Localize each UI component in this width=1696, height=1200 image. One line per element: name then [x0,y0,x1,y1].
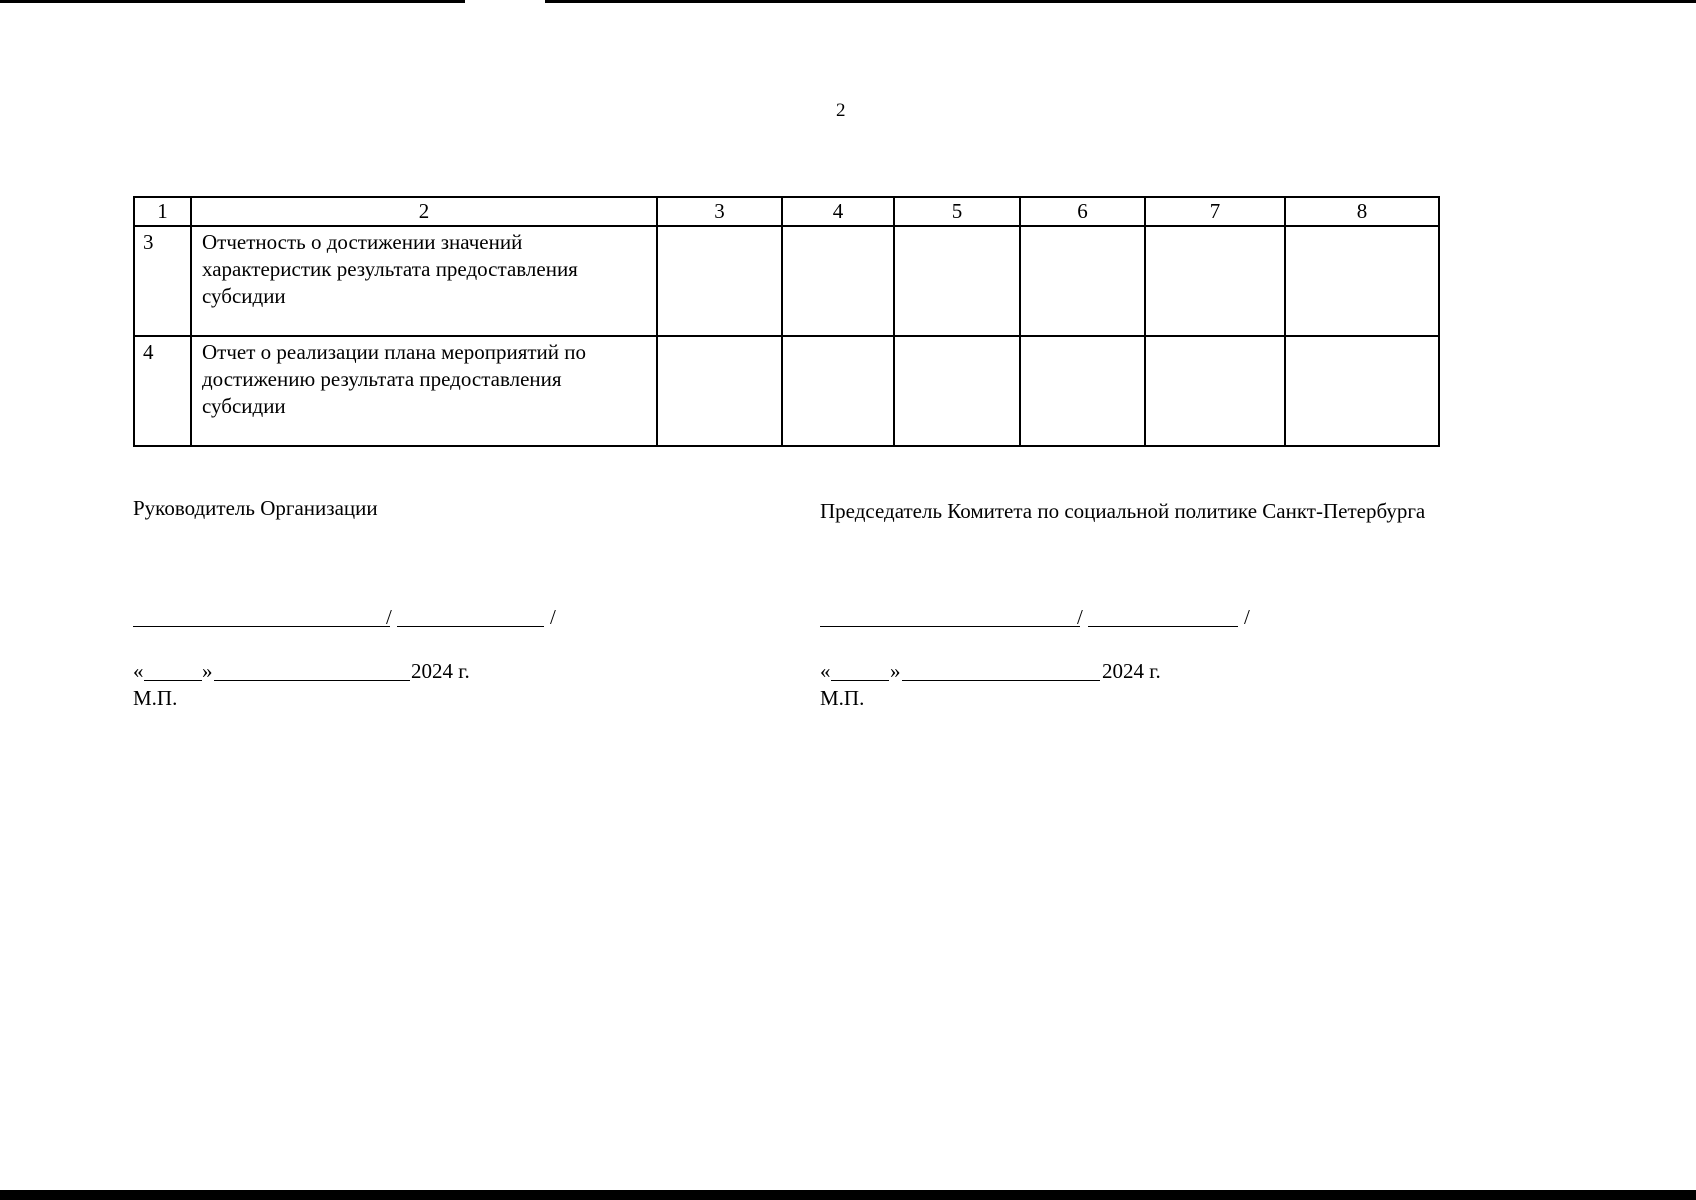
row-description-line: субсидии [202,284,286,308]
empty-cell [657,226,782,336]
row-description-line: достижению результата предоставления [202,367,562,391]
signatory-title: Руководитель Организации [133,496,378,520]
stamp-place: М.П. [820,686,865,710]
row-number: 3 [134,226,191,336]
empty-cell [1145,336,1285,446]
row-description [191,336,657,446]
empty-cell [1145,226,1285,336]
column-header: 4 [782,197,894,226]
empty-cell [1285,336,1439,446]
date-quote-open: « [820,659,831,683]
empty-cell [894,336,1020,446]
table-header-row [134,197,1439,226]
empty-cell [894,226,1020,336]
row-description-line: характеристик результата предоставления [202,257,578,281]
column-header: 5 [894,197,1020,226]
name-line [1088,626,1238,627]
empty-cell [1020,336,1145,446]
signature-line [133,626,390,627]
row-description-line: Отчетность о достижении значений [202,230,523,254]
empty-cell [782,336,894,446]
table-row [134,336,1439,446]
scan-edge-top [0,0,1696,3]
column-header: 3 [657,197,782,226]
signature-slash: / [386,605,392,629]
table-row [134,226,1439,336]
signature-slash: / [1077,605,1083,629]
date-year: 2024 г. [411,659,470,683]
column-header: 1 [134,197,191,226]
stamp-place: М.П. [133,686,178,710]
row-description [191,226,657,336]
empty-cell [782,226,894,336]
row-description-line: субсидии [202,394,286,418]
row-description-line: Отчет о реализации плана мероприятий по [202,340,587,364]
date-quote-close: » [202,659,213,683]
column-header: 6 [1020,197,1145,226]
empty-cell [1285,226,1439,336]
month-line [214,680,410,681]
date-year: 2024 г. [1102,659,1161,683]
month-line [902,680,1100,681]
signature-slash: / [550,605,556,629]
date-quote-open: « [133,659,144,683]
empty-cell [657,336,782,446]
column-header: 2 [191,197,657,226]
date-quote-close: » [890,659,901,683]
scan-edge-bottom [0,1190,1696,1200]
name-line [397,626,544,627]
column-header: 8 [1285,197,1439,226]
signature-slash: / [1244,605,1250,629]
day-line [831,680,889,681]
row-number: 4 [134,336,191,446]
report-table [133,196,1440,447]
signature-line [820,626,1080,627]
column-header: 7 [1145,197,1285,226]
day-line [144,680,202,681]
empty-cell [1020,226,1145,336]
signatory-title: Председатель Комитета по социальной политике Санкт-Петербурга [820,499,1426,523]
page-number: 2 [836,100,846,121]
